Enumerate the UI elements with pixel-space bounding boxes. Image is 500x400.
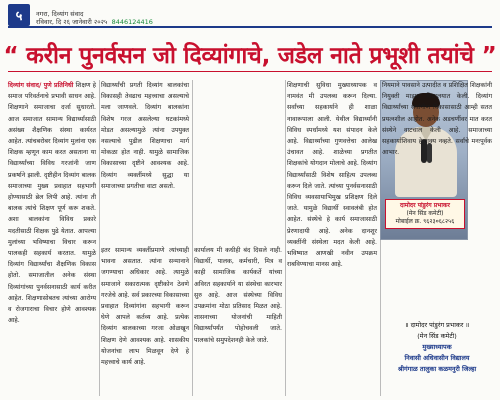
masthead <box>8 4 492 28</box>
signature-name: ॥ दामोदर पांडुरंग प्रभाकर ॥ <box>404 321 470 329</box>
headline: “ करीन पुनर्वसन जो दिव्यांगाचे, जडेल नाते प्रभूशी तयांचे ” <box>8 36 492 72</box>
caption-name: दामोदर पांडुरंग प्रभाकर <box>400 202 450 209</box>
masthead-meta <box>36 10 153 26</box>
column-2-text: विद्यार्थ्यांची प्रगती दिव्यांग बालकांचा विकासही तेवढाच महत्त्वाचा असल्याचे मला जाणवले. दिव्यांग बालकांना विशेष गरज असलेल्या घटकांमध्ये मोडत असल्यामुळे त्यांना उपयुक्त नसल्याचे पुढील शिक्षणाचा मार्ग मोकळा होत नाही. यामुळे सामाजिक विकासाच्या दृष्टीने आवश्यक आहे. दिव्यांग व्यक्तींमध्ये सुद्धा या समाजाच्या प्रगतीचा वाटा असतो. <box>101 82 189 190</box>
paper-name: नगरा, दिव्यांग संवाद <box>36 10 84 18</box>
caption-phone: मोबाईल क्र. ९६२३०६८२५६ <box>395 218 455 225</box>
column-1-text: शिक्षण हे समाज परिवर्तनाचे प्रभावी साधन आहे. शिक्षणाने समाजाचा दर्जा सुधारतो. आज समाजात सामान्य विद्यार्थ्यांसाठी असंख्य शैक्षणिक संस्था कार्यरत आहेत. त्यांचबरोबर दिव्यांग मुलांना एक शिक्षक म्हणून काम करत असताना या विद्यार्थ्यांच्या विविध गरजांनी जाण प्रकर्षाने झाली. दृष्टीहीन दिव्यांग बालक समाजाच्या मुख्य प्रवाहात सहभागी होण्यासाठी ब्रेल लिपी आहे. त्यांना ती बालक त्यांचे शिक्षण पूर्ण करू शकते. अशा बालकांना विविध प्रकारे मदतीसाठी शिक्षक पुढे येतात. आपल्या मुलांच्या भविष्याचा विचार करून पालकही सहकार्य करतात. यामुळे दिव्यांग विद्यार्थ्यांचा शैक्षणिक विकास होतो. समाजातील अनेक संस्था दिव्यांगांच्या पुनर्वसनासाठी कार्य करीत आहेत. शिक्षणासोबतच त्यांच्या आरोग्य व रोजगाराचा विचार होणे आवश्यक आहे. <box>8 82 96 325</box>
phone-number: 8446124416 <box>111 18 153 26</box>
article-columns <box>8 80 492 396</box>
column-2-lower-text: इतर सामान्य व्यक्तींप्रमाणे त्यांच्याही भावना असतात. त्यांना सन्मानाने जगण्याचा अधिकार आहे. त्यामुळे समाजाने सकारात्मक दृष्टीकोन ठेवणे गरजेचे आहे. सर्व प्रकारच्या विकासाच्या प्रवाहात दिव्यांगांना सहभागी करून घेणे आपले कर्तव्य आहे. प्रत्येक दिव्यांग बालकाच्या गरजा ओळखून शिक्षण देणे आवश्यक आहे. शासकीय योजनांचा लाभ मिळवून देणे हे महत्त्वाचे कार्य आहे. <box>101 247 190 367</box>
signature-school: निवासी अधिवासीन विद्यालय <box>404 354 470 362</box>
page-number: ५ <box>8 4 30 26</box>
article-column-5 <box>382 80 492 396</box>
article-column-1 <box>8 80 96 396</box>
column-4-text: शिक्षणाची सुविधा मुख्याध्यापक व नामवंत मी उपलब्ध करून दिल्या. सर्वांच्या सहकार्याने ही शाळा नावारूपाला आली. येथील विद्यार्थ्यांनी विविध स्पर्धांमध्ये यश संपादन केले आहे. विद्यार्थ्यांच्या गुणवत्तेचा आलेख उंचावत आहे. शाळेच्या प्रगतीत शिक्षकांचे योगदान मोलाचे आहे. दिव्यांग विद्यार्थ्यांसाठी विशेष साहित्य उपलब्ध करून दिले जाते. त्यांच्या पुनर्वसनासाठी विविध व्यवसायाभिमुख प्रशिक्षण दिले जाते. यामुळे विद्यार्थी स्वावलंबी होत आहेत. संस्थेचे हे कार्य समाजासाठी प्रेरणादायी आहे. अनेक दानशूर व्यक्तींनी संस्थेला मदत केली आहे. भविष्यात आणखी नवीन उपक्रम राबविण्याचा मानस आहे. <box>287 82 377 269</box>
signature-location: श्रीगंगाळ तालुका कळमनुरी जिल्हा <box>397 365 477 373</box>
column-3-lower-text: कार्यालय मी कधीही बंद दिसले नाही. विद्यार्थी, पालक, कर्मचारी, मित्र व काही सामाजिक कार्यकर्ते यांच्या अविरत सहकार्याने या संस्थेचा कारभार सुरु आहे. आज संस्थेच्या विविध उपक्रमांना मोठा प्रतिसाद मिळत आहे. शासनाच्या योजनांची माहिती विद्यार्थ्यांपर्यंत पोहोचवली जाते. पालकांचे समुपदेशनही केले जाते. <box>194 247 282 344</box>
signature-role: (मेन सिंड कमेटी) <box>417 332 457 340</box>
signature-title: मुख्याध्यापक <box>422 343 452 351</box>
article-column-2 <box>101 80 189 396</box>
article-column-4 <box>287 80 377 396</box>
author-signature <box>382 320 492 375</box>
column-5-text: नियमाने पावसाने उत्पादीत व प्रशिक्षित शिक्षकांनी नियुक्ती माझ्या विद्यालयात केली. दिव्यांग विद्यार्थ्यांच्या सर्वांगीण विकासासाठी आम्ही सतत प्रयत्नशील आहोत. अनेक अडचणींवर मात करत संस्थेने वाटचाल केली आहे. समाजाच्या सहकार्याशिवाय हे शक्य नव्हते. सर्वांचे मनःपूर्वक आभार. <box>382 82 492 157</box>
date-line: रविवार, दि २६ जानेवारी २०२५ <box>36 18 108 26</box>
byline: दिव्यांग संवाद/ पुणे प्रतिनिधी <box>8 82 74 89</box>
caption-role: (मेन सिंड कमेटी) <box>406 210 444 217</box>
